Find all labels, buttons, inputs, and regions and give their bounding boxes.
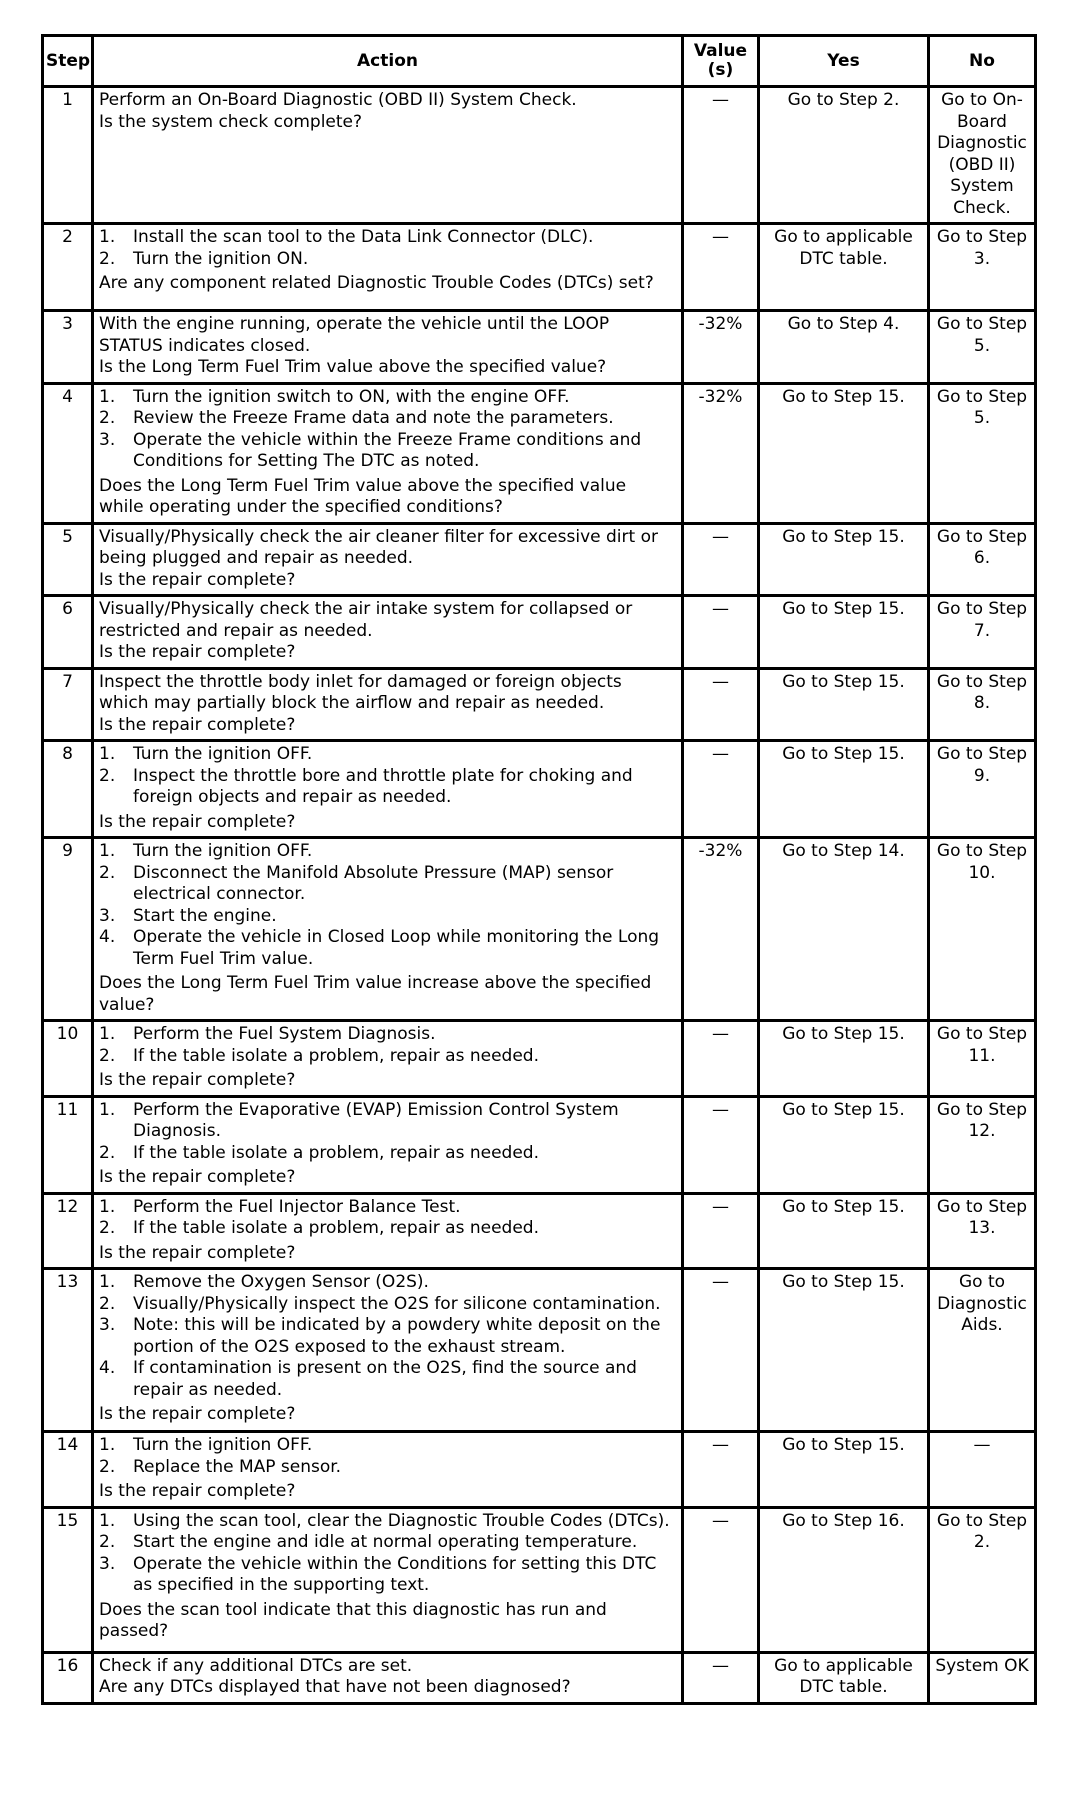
action-cell (93, 596, 683, 669)
list-item (99, 1358, 676, 1401)
header-row (43, 36, 1036, 87)
yes-cell: Go to Step 15. (759, 1096, 929, 1193)
step-number: 1 (43, 87, 93, 224)
list-item-number: 2. (99, 1142, 116, 1163)
table-row (43, 1269, 1036, 1432)
list-item-text: Operate the vehicle within the Freeze Frame conditions and Conditions for Setting The DTC as noted. (133, 429, 642, 471)
list-item-text: If the table isolate a problem, repair as needed. (133, 1218, 539, 1238)
list-item-text: Inspect the throttle bore and throttle plate for choking and foreign objects and repair as needed. (133, 765, 633, 807)
table-row (43, 1193, 1036, 1269)
no-cell: Go to On-Board Diagnostic (OBD II) System Check. (929, 87, 1036, 224)
list-item-number: 1. (99, 744, 116, 764)
list-item (99, 906, 676, 928)
table-row (43, 1652, 1036, 1703)
step-number: 4 (43, 383, 93, 523)
value-cell: -32% (683, 311, 759, 384)
action-question: Are any component related Diagnostic Trouble Codes (DTCs) set? (99, 273, 654, 293)
table-row (43, 1096, 1036, 1193)
value-cell: — (683, 741, 759, 838)
step-number: 13 (43, 1269, 93, 1432)
table-row (43, 224, 1036, 311)
action-cell (93, 1193, 683, 1269)
step-number: 15 (43, 1507, 93, 1652)
action-question: Is the repair complete? (99, 1481, 296, 1501)
list-item (99, 1435, 676, 1457)
list-item-number: 1. (99, 841, 116, 861)
table-row (43, 1507, 1036, 1652)
list-item-text: Turn the ignition OFF. (133, 744, 313, 764)
no-cell: Go to Diagnostic Aids. (929, 1269, 1036, 1432)
action-question: Is the repair complete? (99, 811, 296, 832)
value-cell: — (683, 87, 759, 224)
step-number: 3 (43, 311, 93, 384)
list-item (99, 927, 676, 970)
action-cell (93, 1021, 683, 1097)
step-number: 9 (43, 838, 93, 1021)
no-cell: Go to Step 11. (929, 1021, 1036, 1097)
yes-cell: Go to Step 15. (759, 383, 929, 523)
list-item-text: Install the scan tool to the Data Link Connector (DLC). (133, 227, 594, 247)
list-item (99, 1511, 676, 1533)
table-row (43, 1021, 1036, 1097)
action-steps-list (99, 1197, 676, 1240)
list-item (99, 1294, 676, 1316)
table-row (43, 311, 1036, 384)
no-cell: Go to Step 6. (929, 523, 1036, 596)
table-row (43, 523, 1036, 596)
list-item (99, 1218, 676, 1240)
list-item-number: 2. (99, 1218, 116, 1238)
action-cell (93, 383, 683, 523)
table-body (43, 87, 1036, 1704)
list-item (99, 863, 676, 906)
list-item-number: 1. (99, 386, 116, 407)
action-cell (93, 224, 683, 311)
action-line: Is the repair complete? (99, 714, 296, 735)
list-item (99, 1024, 676, 1046)
no-cell: Go to Step 5. (929, 311, 1036, 384)
list-item-text: Start the engine. (133, 905, 277, 926)
action-cell (93, 311, 683, 384)
list-item-text: Perform the Fuel Injector Balance Test. (133, 1196, 461, 1217)
value-cell: — (683, 1096, 759, 1193)
yes-cell: Go to Step 15. (759, 668, 929, 741)
action-steps-list (99, 1511, 676, 1597)
no-cell: Go to Step 9. (929, 741, 1036, 838)
step-number: 12 (43, 1193, 93, 1269)
no-cell: Go to Step 12. (929, 1096, 1036, 1193)
action-question: Is the repair complete? (99, 1404, 296, 1424)
header-step: Step (43, 36, 93, 87)
diagnostic-table (41, 34, 1037, 1705)
action-steps-list (99, 1100, 676, 1165)
action-question: Is the repair complete? (99, 1167, 296, 1187)
yes-cell: Go to Step 2. (759, 87, 929, 224)
list-item-number: 1. (99, 1196, 116, 1217)
value-cell: — (683, 1432, 759, 1508)
list-item-text: Note: this will be indicated by a powdery white deposit on the portion of the O2S exposed to the exhaust stream. (133, 1315, 661, 1357)
list-item-number: 2. (99, 408, 116, 428)
no-cell: Go to Step 5. (929, 383, 1036, 523)
list-item-text: Replace the MAP sensor. (133, 1456, 342, 1477)
action-steps-list (99, 841, 676, 970)
list-item-number: 2. (99, 248, 116, 269)
yes-cell: Go to Step 15. (759, 1021, 929, 1097)
action-line: Is the Long Term Fuel Trim value above the specified value? (99, 357, 607, 377)
yes-cell: Go to Step 14. (759, 838, 929, 1021)
value-cell: — (683, 1652, 759, 1703)
value-cell: — (683, 1507, 759, 1652)
action-line: Are any DTCs displayed that have not been diagnosed? (99, 1677, 571, 1697)
list-item-text: Using the scan tool, clear the Diagnostic Trouble Codes (DTCs). (133, 1510, 670, 1531)
yes-cell: Go to Step 15. (759, 1193, 929, 1269)
table-row (43, 741, 1036, 838)
no-cell: Go to Step 2. (929, 1507, 1036, 1652)
table-row (43, 87, 1036, 224)
list-item-number: 2. (99, 765, 116, 786)
list-item-number: 4. (99, 1358, 116, 1378)
yes-cell: Go to Step 15. (759, 523, 929, 596)
list-item-text: Disconnect the Manifold Absolute Pressure (MAP) sensor electrical connector. (133, 862, 614, 904)
action-line: Visually/Physically check the air cleaner filter for excessive dirt or being plugged and repair as needed. (99, 526, 658, 568)
no-cell: Go to Step 3. (929, 224, 1036, 311)
list-item-number: 2. (99, 1532, 116, 1552)
header-value: Value (s) (683, 36, 759, 87)
action-line: Is the repair complete? (99, 642, 296, 662)
no-cell: Go to Step 13. (929, 1193, 1036, 1269)
list-item (99, 1197, 676, 1219)
action-cell (93, 741, 683, 838)
list-item-number: 2. (99, 1293, 116, 1314)
header-action: Action (93, 36, 683, 87)
yes-cell: Go to Step 16. (759, 1507, 929, 1652)
step-number: 16 (43, 1652, 93, 1703)
list-item-text: If contamination is present on the O2S, find the source and repair as needed. (133, 1358, 637, 1400)
list-item (99, 1457, 676, 1479)
action-cell (93, 87, 683, 224)
yes-cell: Go to Step 15. (759, 741, 929, 838)
action-cell (93, 1096, 683, 1193)
list-item-number: 3. (99, 1553, 116, 1574)
list-item (99, 408, 676, 430)
list-item (99, 1272, 676, 1294)
action-question: Is the repair complete? (99, 1242, 296, 1263)
action-question: Does the Long Term Fuel Trim value increase above the specified value? (99, 973, 652, 1015)
value-cell: — (683, 1021, 759, 1097)
step-number: 7 (43, 668, 93, 741)
step-number: 10 (43, 1021, 93, 1097)
yes-cell: Go to applicable DTC table. (759, 224, 929, 311)
action-line: Perform an On-Board Diagnostic (OBD II) System Check. (99, 90, 577, 110)
list-item-text: Perform the Fuel System Diagnosis. (133, 1024, 436, 1044)
action-cell (93, 523, 683, 596)
action-cell (93, 1432, 683, 1508)
list-item-text: Start the engine and idle at normal operating temperature. (133, 1532, 638, 1552)
list-item-text: Operate the vehicle in Closed Loop while monitoring the Long Term Fuel Trim value. (133, 927, 660, 969)
table-row (43, 596, 1036, 669)
header-no: No (929, 36, 1036, 87)
step-number: 5 (43, 523, 93, 596)
list-item-text: Operate the vehicle within the Conditions for setting this DTC as specified in the supporting text. (133, 1553, 657, 1595)
list-item-number: 2. (99, 862, 116, 883)
action-line: Is the system check complete? (99, 111, 363, 132)
no-cell: Go to Step 10. (929, 838, 1036, 1021)
list-item-number: 1. (99, 227, 116, 247)
list-item-number: 2. (99, 1456, 116, 1477)
action-steps-list (99, 744, 676, 809)
list-item (99, 387, 676, 409)
list-item-text: Perform the Evaporative (EVAP) Emission Control System Diagnosis. (133, 1099, 619, 1141)
list-item (99, 249, 676, 271)
action-question: Does the scan tool indicate that this diagnostic has run and passed? (99, 1599, 607, 1641)
value-cell: -32% (683, 838, 759, 1021)
no-cell: Go to Step 8. (929, 668, 1036, 741)
list-item (99, 1046, 676, 1068)
no-cell: Go to Step 7. (929, 596, 1036, 669)
list-item-text: Turn the ignition OFF. (133, 841, 313, 861)
value-cell: — (683, 224, 759, 311)
action-steps-list (99, 1435, 676, 1478)
action-question: Is the repair complete? (99, 1070, 296, 1090)
list-item-number: 1. (99, 1510, 116, 1531)
action-steps-list (99, 1024, 676, 1067)
list-item (99, 841, 676, 863)
list-item-text: Turn the ignition OFF. (133, 1435, 313, 1455)
list-item (99, 1100, 676, 1143)
action-steps-list (99, 1272, 676, 1401)
step-number: 6 (43, 596, 93, 669)
step-number: 11 (43, 1096, 93, 1193)
list-item-text: Remove the Oxygen Sensor (O2S). (133, 1272, 429, 1292)
list-item-number: 2. (99, 1045, 116, 1066)
list-item (99, 430, 676, 473)
table-row (43, 668, 1036, 741)
value-cell: — (683, 1193, 759, 1269)
action-cell (93, 668, 683, 741)
action-line: Visually/Physically check the air intake system for collapsed or restricted and repair as needed. (99, 599, 633, 641)
list-item (99, 1554, 676, 1597)
yes-cell: Go to Step 15. (759, 1432, 929, 1508)
yes-cell: Go to applicable DTC table. (759, 1652, 929, 1703)
list-item (99, 1315, 676, 1358)
table-row (43, 1432, 1036, 1508)
no-cell: — (929, 1432, 1036, 1508)
diagnostic-table-sheet (41, 34, 1034, 1705)
table-row (43, 838, 1036, 1021)
list-item (99, 1532, 676, 1554)
yes-cell: Go to Step 4. (759, 311, 929, 384)
list-item-number: 1. (99, 1024, 116, 1044)
action-cell (93, 1507, 683, 1652)
action-cell (93, 1269, 683, 1432)
list-item (99, 227, 676, 249)
list-item-number: 3. (99, 1315, 116, 1335)
list-item-text: Turn the ignition switch to ON, with the engine OFF. (133, 386, 570, 407)
yes-cell: Go to Step 15. (759, 596, 929, 669)
table-row (43, 383, 1036, 523)
list-item (99, 1143, 676, 1165)
value-cell: — (683, 523, 759, 596)
step-number: 8 (43, 741, 93, 838)
list-item-text: If the table isolate a problem, repair as needed. (133, 1142, 539, 1163)
value-cell: — (683, 596, 759, 669)
list-item-text: Review the Freeze Frame data and note the parameters. (133, 408, 614, 428)
action-cell (93, 838, 683, 1021)
action-line: Check if any additional DTCs are set. (99, 1655, 413, 1676)
list-item-number: 4. (99, 927, 116, 947)
action-line: Is the repair complete? (99, 569, 296, 590)
value-cell: — (683, 668, 759, 741)
list-item-text: Visually/Physically inspect the O2S for silicone contamination. (133, 1293, 661, 1314)
list-item-text: Turn the ignition ON. (133, 248, 309, 269)
yes-cell: Go to Step 15. (759, 1269, 929, 1432)
action-question: Does the Long Term Fuel Trim value above the specified value while operating under the specified conditions? (99, 475, 627, 517)
value-cell: — (683, 1269, 759, 1432)
list-item-number: 3. (99, 905, 116, 926)
step-number: 14 (43, 1432, 93, 1508)
list-item (99, 766, 676, 809)
list-item-number: 3. (99, 429, 116, 450)
header-yes: Yes (759, 36, 929, 87)
action-line: With the engine running, operate the vehicle until the LOOP STATUS indicates closed. (99, 314, 610, 356)
action-steps-list (99, 227, 676, 270)
value-cell: -32% (683, 383, 759, 523)
action-line: Inspect the throttle body inlet for damaged or foreign objects which may partially block the airflow and repair as needed. (99, 671, 622, 713)
no-cell: System OK (929, 1652, 1036, 1703)
list-item (99, 744, 676, 766)
list-item-number: 1. (99, 1099, 116, 1120)
list-item-number: 1. (99, 1435, 116, 1455)
list-item-text: If the table isolate a problem, repair as needed. (133, 1045, 539, 1066)
action-cell (93, 1652, 683, 1703)
step-number: 2 (43, 224, 93, 311)
action-steps-list (99, 387, 676, 473)
list-item-number: 1. (99, 1272, 116, 1292)
